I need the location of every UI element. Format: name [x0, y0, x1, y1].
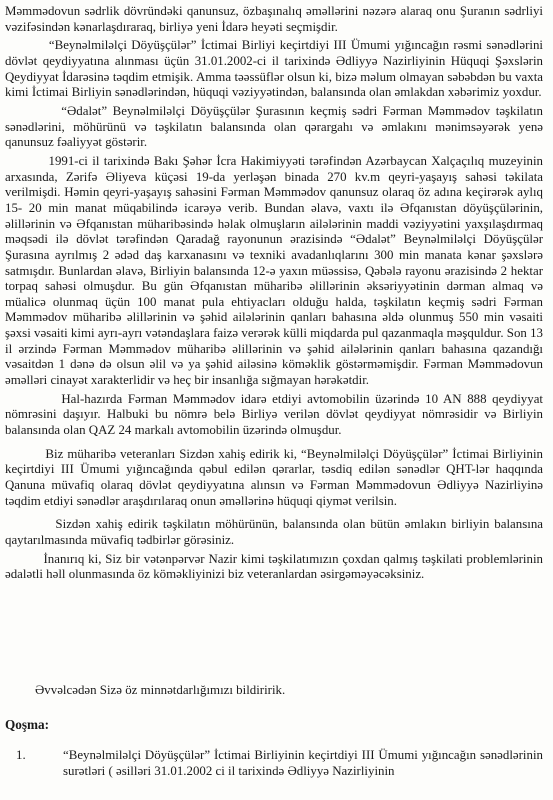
paragraph-7: Sizdən xahiş edirik təşkilatın möhürünün, balansında olan bütün əmlakın birliyin balansına qaytarılmasında müvafiq tədbirlər görəsiniz. [5, 517, 543, 547]
attachments-heading: Qoşma: [5, 717, 49, 732]
paragraph-6: Biz müharibə veteranları Sizdən xahiş edirik ki, “Beynəlmiləlçi Döyüşçülər” İctimai Birliyinin keçirtdiyi III Ümumi yığıncağında qəbul edilən qərarlar, təsdiq edilən sənədlər QHT-lər haqqında Qanuna müvafiq olaraq dövlət qeydiyyatına alınsın və Fərman Məmmədovun Ədliyyə Nazirliyinə təqdim etdiyi sənədlər araşdırılaraq onun əməllərinə hüquqi qiymət verilsin. [5, 446, 543, 508]
attachment-number: 1. [16, 748, 26, 762]
paragraph-3: “Ədalət” Beynəlmiləlçi Döyüşçülər Şurasının keçmiş sədri Fərman Məmmədov təşkilatın sənədlərini, möhürünü və təşkilatın balansında olan qərargahı və əmlakını mənimsəyərək yenə qanunsuz fəaliyyət göstərir. [5, 103, 543, 150]
letter-body [5, 4, 543, 583]
paragraph-5: Hal-hazırda Fərman Məmmədov idarə etdiyi avtomobilin üzərində 10 AN 888 qeydiyyat nömrəsini daşıyır. Halbuki bu nömrə belə Birliyə verilən dövlət qeydiyyat nömrəsidir və Birliyin balansında olan QAZ 24 markalı avtomobilin üzərində olmuşdur. [5, 391, 543, 438]
paragraph-2: “Beynəlmiləlçi Döyüşçülər” İctimai Birliyi keçirtdiyi III Ümumi yığıncağın rəsmi sənədlərini dövlət qeydiyyatına alınması üçün 31.01.2002-ci il tarixində Ədliyyə Nazirliyinin Hüquqi Şəxslərin Qeydiyyat İdarəsinə təqdim etmişik. Amma təəssüflər olsun ki, bizə məlum olmayan səbəbdən bu vaxta kimi İctimai Birliyin sənədlərindən, hüquqi vəziyyətindən, balansında olan əmlakdan xəbərimiz yoxdur. [5, 38, 543, 100]
closing-line: Əvvəlcədən Sizə öz minnətdarlığımızı bildiririk. [35, 683, 286, 697]
paragraph-8: İnanırıq ki, Siz bir vətənpərvər Nazir kimi təşkilatımızın çoxdan qalmış təşkilati problemlərinin ədalətli həll olunmasında öz köməkliyinizi biz veteranlardan əsirgəməyəcəksiniz. [5, 551, 543, 582]
paragraph-1: Məmmədovun sədrlik dövründəki qanunsuz, özbaşınalıq əməllərini nəzərə alaraq onu Şuranın sədrliyi vəzifəsindən kənarlaşdıraraq, birliyə yeni İdarə heyəti seçmişdir. [5, 4, 543, 34]
attachment-text: “Beynəlmiləlçi Döyüşçülər” İctimai Birliyinin keçirtdiyi III Ümumi yığıncağın sənədlərinin surətləri ( əsilləri 31.01.2002 ci il tarixində Ədliyyə Nazirliyinin [63, 748, 543, 778]
attachment-item [5, 748, 543, 779]
paragraph-4: 1991-ci il tarixində Bakı Şəhər İcra Hakimiyyəti tərəfindən Azərbaycan Xalçaçılıq muzeyinin arxasında, Zərifə Əliyeva küçəsi 19-da yerləşən binada 270 kv.m qeyri-yaşayış sahəsi təkilata verilmişdi. Həmin qeyri-yaşayış sahəsini Fərman Məmmədov qanunsuz olaraq öz adına keçirərək aylıq 15- 20 min manat müqabilində icarəyə verib. Bundan əlavə, vaxtı ilə Əfqanıstan döyüşçülərinin, əlillərinin və Əfqanıstan müharibəsində həlak olmuşların ailələrinin maddi vəziyyətini yaxşılaşdırmaq məqsədi ilə dövlət tərəfindən Qaradağ rayonunun ərazisində “Ədalət” Beynəlmiləlçi Döyüşçülər Şurasına ayrılmış 2 ədəd daş karxanasını və texniki avadanlıqlarını 300 min manata kənar şəxslərə satmışdır. Bunlardan əlavə, Birliyin balansında 12-ə yaxın müəssisə, Qəbələ rayonu ərazisində 2 hektar torpaq sahəsi olmuşdur. Bu gün Əfqanıstan müharibə əlillərinin əksəriyyətinin dərman almaq və müalicə olunmaq üçün 100 manat pula ehtiyacları olduğu halda, təşkilatın keçmiş sədri Fərman Məmmədov müharibə əlillərinin və şəhid ailələrinin qanları bahasına əldə olunmuş 550 min vəsaiti şəxsi vəsaiti kimi ayrı-ayrı vətəndaşlara faizə verərək külli miqdarda pul qazanmaqla məşquldur. Son 13 il ərzində Fərman Məmmədov müharibə əlillərinin və şəhid ailələrinin qanları bahasına qazandığı vəsaitdən 1 dənə də olsun əlil və ya şəhid ailəsinə köməklik göstərməmişdir. Fərman Məmmədovun əməlləri cinayət xarakterlidir və heç bir insanlığa sığmayan hərəkətdir. [5, 153, 543, 388]
